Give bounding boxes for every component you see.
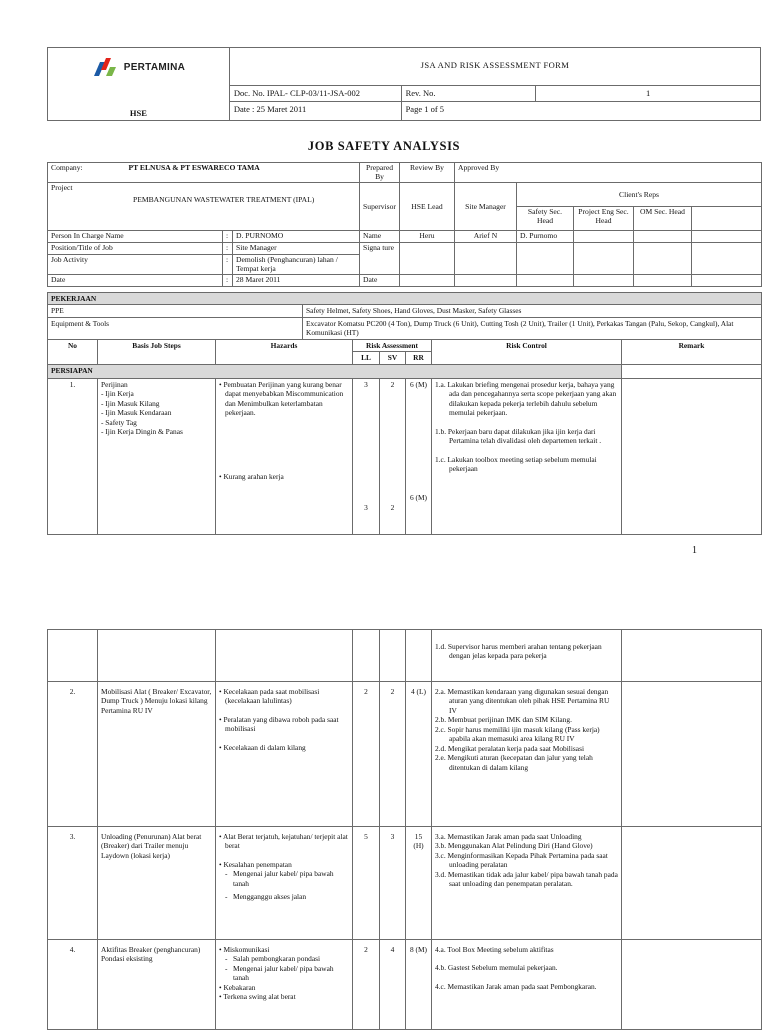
signature-review bbox=[455, 243, 517, 275]
section-persiapan: PERSIAPAN bbox=[48, 364, 622, 378]
om-head: OM Sec. Head bbox=[634, 207, 692, 231]
company-label: Company: bbox=[51, 163, 83, 172]
row4-sv: 4 bbox=[380, 940, 406, 1030]
signature-approved bbox=[517, 243, 574, 275]
date-label: Date bbox=[48, 275, 223, 287]
col-risk-control: Risk Control bbox=[432, 339, 622, 364]
row2-hazards bbox=[216, 682, 353, 827]
empty-cell bbox=[622, 364, 762, 378]
ll-value: 3 bbox=[364, 379, 368, 389]
rr-value: 6 (M) bbox=[409, 493, 428, 503]
empty-cell bbox=[517, 275, 574, 287]
name-approved: D. Purnomo bbox=[517, 231, 574, 243]
colon: : bbox=[223, 231, 233, 243]
row2-ll: 2 bbox=[353, 682, 380, 827]
empty-cell bbox=[455, 275, 517, 287]
job-info-table bbox=[47, 162, 762, 287]
row4-hazards bbox=[216, 940, 353, 1030]
signature-prepared bbox=[400, 243, 455, 275]
row4-ll: 2 bbox=[353, 940, 380, 1030]
signature-label: Signa ture bbox=[360, 243, 400, 275]
col-risk-assessment: Risk Assessment bbox=[353, 339, 432, 351]
date-value: 28 Maret 2011 bbox=[233, 275, 360, 287]
row3-sv: 3 bbox=[380, 827, 406, 940]
control-item: 2.c. Sopir harus memiliki ijin masuk kilang (Pass kerja) apabila akan memasuki area kilang RU IV bbox=[435, 724, 600, 744]
empty-cell bbox=[406, 630, 432, 682]
name-label: Name bbox=[360, 231, 400, 243]
rev-value: 1 bbox=[536, 86, 761, 102]
row1-no: 1. bbox=[48, 378, 98, 534]
control-item: 3.c. Menginformasikan Kepada Pihak Pertamina pada saat unloading peralatan bbox=[435, 850, 608, 870]
supervisor-role: Supervisor bbox=[360, 183, 400, 231]
pertamina-logo-text: PERTAMINA bbox=[123, 61, 186, 73]
jsa-table-page2 bbox=[47, 629, 762, 1030]
hazard-text: Mengenai jalur kabel/ pipa bawah tanah bbox=[233, 869, 334, 888]
row4-rr: 8 (M) bbox=[406, 940, 432, 1030]
activity-value: Demolish (Penghancuran) lahan / Tempat kerja bbox=[233, 254, 360, 274]
row4-steps: Aktifitas Breaker (penghancuran) Pondasi eksisting bbox=[98, 940, 216, 1030]
position-value: Site Manager bbox=[233, 243, 360, 255]
row2-no: 2. bbox=[48, 682, 98, 827]
rev-label: Rev. No. bbox=[401, 86, 536, 102]
hazard-sub-item: - Mengganggu akses jalan bbox=[225, 892, 307, 902]
row4-no: 4. bbox=[48, 940, 98, 1030]
row4-controls bbox=[432, 940, 622, 1030]
hazard-text: Kurang arahan kerja bbox=[223, 471, 284, 481]
hazard-text: Peralatan yang dibawa roboh pada saat mobilisasi bbox=[223, 714, 339, 734]
empty-cell bbox=[622, 940, 762, 1030]
row2-rr: 4 (L) bbox=[406, 682, 432, 827]
hazard-text: Miskomunikasi bbox=[223, 945, 270, 954]
doc-date: Date : 25 Maret 2011 bbox=[229, 102, 401, 121]
empty-cell bbox=[692, 231, 762, 243]
sv-value: 2 bbox=[390, 379, 395, 389]
empty-cell bbox=[622, 827, 762, 940]
step-line: - Safety Tag bbox=[101, 417, 137, 427]
approved-by-header: Approved By bbox=[455, 163, 762, 183]
jsa-table-page1 bbox=[47, 292, 762, 535]
row1-cont-controls bbox=[432, 630, 622, 682]
site-manager-role: Site Manager bbox=[455, 183, 517, 231]
row1-controls bbox=[432, 378, 622, 534]
hazard-item: • Alat Berat terjatuh, kejatuhan/ terjepit alat berat bbox=[219, 832, 348, 851]
hazard-text: Kecelakaan pada saat mobilisasi (kecelakaan lalulintas) bbox=[223, 687, 320, 706]
hazard-text: Terkena swing alat berat bbox=[223, 992, 296, 1002]
control-item: 2.a. Memastikan kendaraan yang digunakan sesuai dengan aturan yang ditentukan oleh pihak HSE Pertamina RU IV bbox=[435, 687, 610, 715]
step-line: Perijinan bbox=[101, 379, 128, 389]
row3-hazards bbox=[216, 827, 353, 940]
hazard-item: • Kurang arahan kerja bbox=[219, 471, 284, 481]
empty-cell bbox=[622, 630, 762, 682]
hazard-text: Alat Berat terjatuh, kejatuhan/ terjepit alat berat bbox=[223, 832, 348, 851]
company-value: PT ELNUSA & PT ESWARECO TAMA bbox=[128, 163, 260, 172]
step-line: - Ijin Kerja bbox=[101, 389, 134, 399]
empty-cell bbox=[692, 207, 762, 231]
unit-label: HSE bbox=[48, 102, 230, 121]
hazard-text: Mengganggu akses jalan bbox=[233, 892, 307, 902]
empty-cell bbox=[574, 275, 634, 287]
control-item: 1.c. Lakukan toolbox meeting setiap sebelum memulai pekerjaan bbox=[435, 454, 597, 474]
name-prepared: Heru bbox=[400, 231, 455, 243]
hazard-item: • Kebakaran bbox=[219, 982, 256, 992]
equipment-label: Equipment & Tools bbox=[48, 317, 303, 339]
empty-cell bbox=[622, 682, 762, 827]
hazard-text: Pembuatan Perijinan yang kurang benar dapat menyebabkan Miscommunication dan Menimbulkan keterlambatan pekerjaan. bbox=[223, 379, 344, 418]
row3-rr: 15 (H) bbox=[406, 827, 432, 940]
row2-steps: Mobilisasi Alat ( Breaker/ Excavator, Dump Truck ) Menuju lokasi kilang Pertamina RU IV bbox=[98, 682, 216, 827]
review-by-header: Review By bbox=[400, 163, 455, 183]
control-item: 3.b. Menggunakan Alat Pelindung Diri (Hand Glove) bbox=[435, 841, 593, 851]
hazard-sub-item: - Salah pembongkaran pondasi bbox=[225, 954, 321, 964]
row1-sv bbox=[380, 378, 406, 534]
sv-value: 2 bbox=[390, 503, 395, 513]
hazard-item: • Pembuatan Perijinan yang kurang benar dapat menyebabkan Miscommunication dan Menimbulkan keterlambatan pekerjaan. bbox=[219, 379, 344, 418]
empty-cell bbox=[216, 630, 353, 682]
equipment-value: Excavator Komatsu PC200 (4 Ton), Dump Truck (6 Unit), Cutting Tosh (2 Unit), Trailer (1 Unit), Perkakas Tangan (Palu, Sekop, Cangkul), Alat Komunikasi (HT) bbox=[303, 317, 762, 339]
empty-cell bbox=[634, 275, 692, 287]
col-remark: Remark bbox=[622, 339, 762, 364]
hazard-item: • Kesalahan penempatan bbox=[219, 859, 292, 869]
clients-reps-header: Client's Reps bbox=[517, 183, 762, 207]
activity-label: Job Activity bbox=[48, 254, 223, 274]
pertamina-logo-icon bbox=[92, 56, 118, 78]
safety-head: Safety Sec. Head bbox=[517, 207, 574, 231]
date-label-2: Date bbox=[360, 275, 400, 287]
doc-number: Doc. No. IPAL- CLP-03/11-JSA-002 bbox=[229, 86, 401, 102]
empty-cell bbox=[48, 630, 98, 682]
empty-cell bbox=[692, 275, 762, 287]
hazard-text: Kesalahan penempatan bbox=[223, 859, 292, 869]
project-label: Project bbox=[51, 183, 73, 193]
row3-controls bbox=[432, 827, 622, 940]
hazard-item: • Kecelakaan pada saat mobilisasi (kecelakaan lalulintas) bbox=[219, 687, 320, 706]
step-line: - Ijin Kerja Dingin & Panas bbox=[101, 427, 183, 437]
pertamina-logo bbox=[52, 50, 225, 84]
col-steps: Basis Job Steps bbox=[98, 339, 216, 364]
section-pekerjaan: PEKERJAAN bbox=[48, 293, 762, 305]
hazard-item: • Peralatan yang dibawa roboh pada saat mobilisasi bbox=[219, 714, 339, 734]
hazard-text: Mengenai jalur kabel/ pipa bawah tanah bbox=[233, 963, 334, 983]
hazard-item: • Kecelakaan di dalam kilang bbox=[219, 742, 306, 752]
row1-ll bbox=[353, 378, 380, 534]
hazard-sub-item: - Mengenai jalur kabel/ pipa bawah tanah bbox=[225, 963, 334, 983]
empty-cell bbox=[634, 243, 692, 275]
control-item: 4.b. Gastest Sebelum memulai pekerjaan. bbox=[435, 963, 558, 973]
step-line: - Ijin Masuk Kendaraan bbox=[101, 408, 172, 418]
ppe-value: Safety Helmet, Safety Shoes, Hand Gloves, Dust Masker, Safety Glasses bbox=[303, 305, 762, 317]
project-value: PEMBANGUNAN WASTEWATER TREATMENT (IPAL) bbox=[133, 195, 315, 205]
empty-cell bbox=[692, 243, 762, 275]
name-review: Arief N bbox=[455, 231, 517, 243]
hazard-item: • Miskomunikasi bbox=[219, 945, 270, 954]
row3-steps: Unloading (Penurunan) Alat berat (Breaker) dari Trailer menuju Laydown (lokasi kerja) bbox=[98, 827, 216, 940]
pic-value: D. PURNOMO bbox=[233, 231, 360, 243]
col-sv: SV bbox=[380, 352, 406, 364]
control-item: 3.a. Memastikan Jarak aman pada saat Unloading bbox=[435, 832, 582, 841]
row1-remark bbox=[622, 378, 762, 534]
hse-lead-role: HSE Lead bbox=[400, 183, 455, 231]
project-cell bbox=[48, 183, 360, 231]
colon: : bbox=[223, 254, 233, 274]
form-title: JSA AND RISK ASSESSMENT FORM bbox=[229, 48, 760, 86]
empty-cell bbox=[574, 231, 634, 243]
control-item: 4.a. Tool Box Meeting sebelum aktifitas bbox=[435, 945, 554, 954]
logo-cell bbox=[48, 48, 230, 102]
page-number: 1 bbox=[692, 545, 697, 556]
page-indicator: Page 1 of 5 bbox=[401, 102, 760, 121]
colon: : bbox=[223, 243, 233, 255]
rr-value: 6 (M) bbox=[409, 379, 428, 389]
document-header bbox=[47, 47, 761, 121]
col-hazards: Hazards bbox=[216, 339, 353, 364]
row3-no: 3. bbox=[48, 827, 98, 940]
hazard-text: Kebakaran bbox=[223, 982, 256, 992]
col-no: No bbox=[48, 339, 98, 364]
project-eng-head: Project Eng Sec. Head bbox=[574, 207, 634, 231]
empty-cell bbox=[380, 630, 406, 682]
control-item: 4.c. Memastikan Jarak aman pada saat Pembongkaran. bbox=[435, 981, 597, 991]
hazard-sub-item: - Mengenai jalur kabel/ pipa bawah tanah bbox=[225, 869, 334, 888]
row2-sv: 2 bbox=[380, 682, 406, 827]
ll-value: 3 bbox=[364, 503, 368, 513]
hazard-text: Kecelakaan di dalam kilang bbox=[223, 742, 306, 752]
row3-ll: 5 bbox=[353, 827, 380, 940]
control-item: 1.a. Lakukan briefing mengenai prosedur kerja, bahaya yang ada dan pencegahannya serta scope pekerjaan yang akan dilakukan kepada pekerja terlebih dahulu sebelum memulai pekerjaan. bbox=[435, 379, 617, 418]
control-item: 3.d. Memastikan tidak ada jalur kabel/ pipa bawah tanah pada saat unloading dan penempatan peralatan. bbox=[435, 869, 618, 889]
empty-cell bbox=[574, 243, 634, 275]
control-item: 1.b. Pekerjaan baru dapat dilakukan jika ijin kerja dari Pertamina telah divalidasi oleh departemen terkait . bbox=[435, 426, 602, 446]
empty-cell bbox=[98, 630, 216, 682]
row1-hazards bbox=[216, 378, 353, 534]
colon: : bbox=[223, 275, 233, 287]
empty-cell bbox=[634, 231, 692, 243]
control-item: 1.d. Supervisor harus memberi arahan tentang pekerjaan dengan jelas kepada para pekerja bbox=[435, 642, 602, 661]
col-ll: LL bbox=[353, 352, 380, 364]
empty-cell bbox=[353, 630, 380, 682]
company-row bbox=[48, 163, 360, 183]
hazard-text: Salah pembongkaran pondasi bbox=[233, 954, 321, 964]
control-item: 2.e. Mengikuti aturan (kecepatan dan jalur yang telah ditentukan di dalam kilang bbox=[435, 753, 593, 772]
position-label: Position/Title of Job bbox=[48, 243, 223, 255]
jsa-title: JOB SAFETY ANALYSIS bbox=[307, 139, 461, 153]
control-item: 2.d. Mengikat peralatan kerja pada saat Mobilisasi bbox=[435, 743, 584, 753]
col-rr: RR bbox=[406, 352, 432, 364]
row1-rr bbox=[406, 378, 432, 534]
control-item: 2.b. Membuat perijinan IMK dan SIM Kilang. bbox=[435, 715, 572, 725]
prepared-by-header: Prepared By bbox=[360, 163, 400, 183]
empty-cell bbox=[400, 275, 455, 287]
ppe-label: PPE bbox=[48, 305, 303, 317]
row2-controls bbox=[432, 682, 622, 827]
row1-steps bbox=[98, 378, 216, 534]
step-line: - Ijin Masuk Kilang bbox=[101, 398, 160, 408]
pic-label: Person In Charge Name bbox=[48, 231, 223, 243]
hazard-item: • Terkena swing alat berat bbox=[219, 992, 296, 1002]
